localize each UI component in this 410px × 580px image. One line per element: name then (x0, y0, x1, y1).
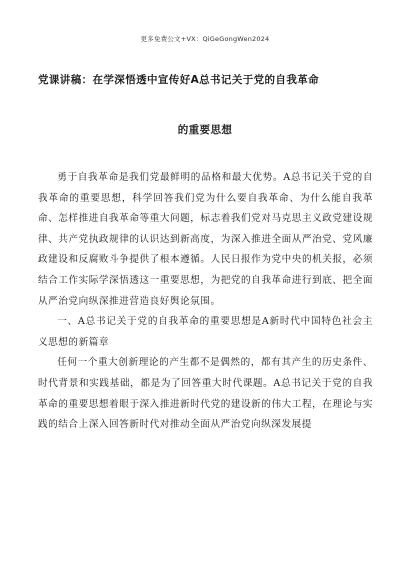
document-body (38, 168, 373, 436)
body-paragraph: 勇于自我革命是我们党最鲜明的品格和最大优势。A总书记关于党的自我革命的重要思想，科学回答我们党为什么要自我革命、为什么能自我革命、怎样推进自我革命等重大问题，标志着我们党对马克思主义政党建设规律、共产党执政规律的认识达到新高度，为深入推进全面从严治党、党风廉政建设和反腐败斗争提供了根本遵循。人民日报作为党中央的机关报，必须结合工作实际学深悟透这一重要思想，为把党的自我革命进行到底、把全面从严治党向纵深推进营造良好舆论氛围。 (38, 172, 373, 307)
header-note: 更多免费公文+VX：QiGeGongWen2024 (140, 35, 270, 43)
document-title-line-1: 党课讲稿：在学深悟透中宣传好A总书记关于党的自我革命 (38, 74, 320, 86)
document-title-line-2: 的重要思想 (177, 124, 233, 136)
section-heading: 一、A总书记关于党的自我革命的重要思想是A新时代中国特色社会主义思想的新篇章 (38, 316, 373, 348)
body-paragraph: 任何一个重大创新理论的产生都不是偶然的，都有其产生的历史条件、时代背景和实践基础，都是为了回答重大时代课题。A总书记关于党的自我革命的重要思想着眼于深入推进新时代党的建设新的伟大工程，在理论与实践的结合上深入回答新时代对推动全面从严治党向纵深发展提 (38, 357, 373, 431)
